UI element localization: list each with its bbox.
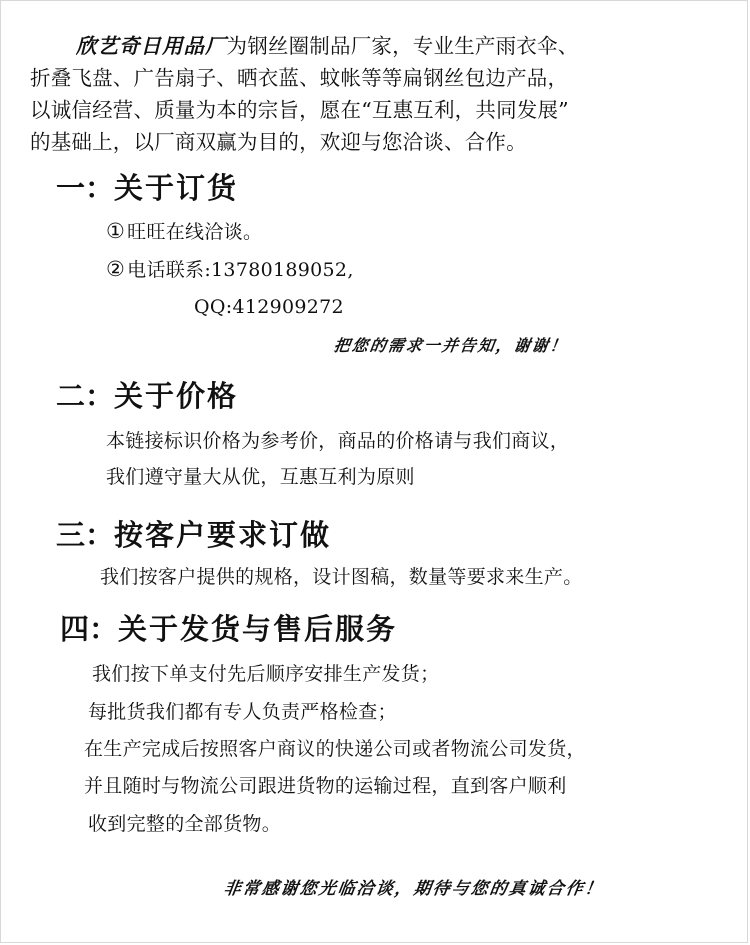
intro-line-3: 以诚信经营、质量为本的宗旨，愿在“互惠互利，共同发展” [30,98,569,122]
ordering-phone: 电话联系:13780189052, [127,259,354,281]
ordering-note: 把您的需求一并告知，谢谢！ [332,336,570,355]
heading-pricing-number: 二： [56,379,115,413]
heading-shipping-title: 关于发货与售后服务 [118,612,398,646]
heading-custom [56,517,331,553]
heading-shipping [60,611,397,647]
heading-shipping-number: 四： [60,612,119,646]
ordering-item-2 [106,255,354,284]
ordering-qq: QQ:412909272 [194,296,344,318]
pricing-line-2: 我们遵守量大从优，互惠互利为原则 [106,466,415,488]
shipping-line-2: 每批货我们都有专人负责严格检查； [88,701,397,723]
heading-ordering [56,170,238,206]
heading-custom-title: 按客户要求订做 [114,518,332,552]
heading-pricing-title: 关于价格 [114,379,239,413]
shipping-line-1: 我们按下单支付先后顺序安排生产发货； [92,663,440,685]
ordering-item-1 [106,217,262,246]
intro-line-2: 折叠飞盘、广告扇子、晒衣蓝、蚊帐等等扁钢丝包边产品， [30,66,569,90]
circled-one-icon: ① [106,219,126,243]
ordering-item-1-text: 旺旺在线洽谈。 [127,221,263,243]
shipping-line-4: 并且随时与物流公司跟进货物的运输过程，直到客户顺利 [84,775,567,797]
pricing-line-1: 本链接标识价格为参考价，商品的价格请与我们商议， [106,430,570,452]
heading-ordering-title: 关于订货 [114,171,239,205]
shipping-line-3: 在生产完成后按照客户商议的快递公司或者物流公司发货， [84,738,586,760]
shipping-line-5: 收到完整的全部货物。 [88,813,282,835]
heading-custom-number: 三： [56,518,115,552]
company-name: 欣艺奇日用品厂 [76,34,227,58]
intro-paragraph [30,30,730,158]
intro-line-1 [30,30,730,62]
intro-line-1-text: 为钢丝圈制品厂家，专业生产雨衣伞、 [226,34,579,58]
custom-line-1: 我们按客户提供的规格，设计图稿，数量等要求来生产。 [100,566,583,588]
circled-two-icon: ② [106,257,126,281]
heading-ordering-number: 一： [56,171,115,205]
heading-pricing [56,378,238,414]
intro-line-4: 的基础上，以厂商双赢为目的，欢迎与您洽谈、合作。 [30,130,527,154]
closing-note: 非常感谢您光临洽谈，期待与您的真诚合作！ [222,879,606,899]
